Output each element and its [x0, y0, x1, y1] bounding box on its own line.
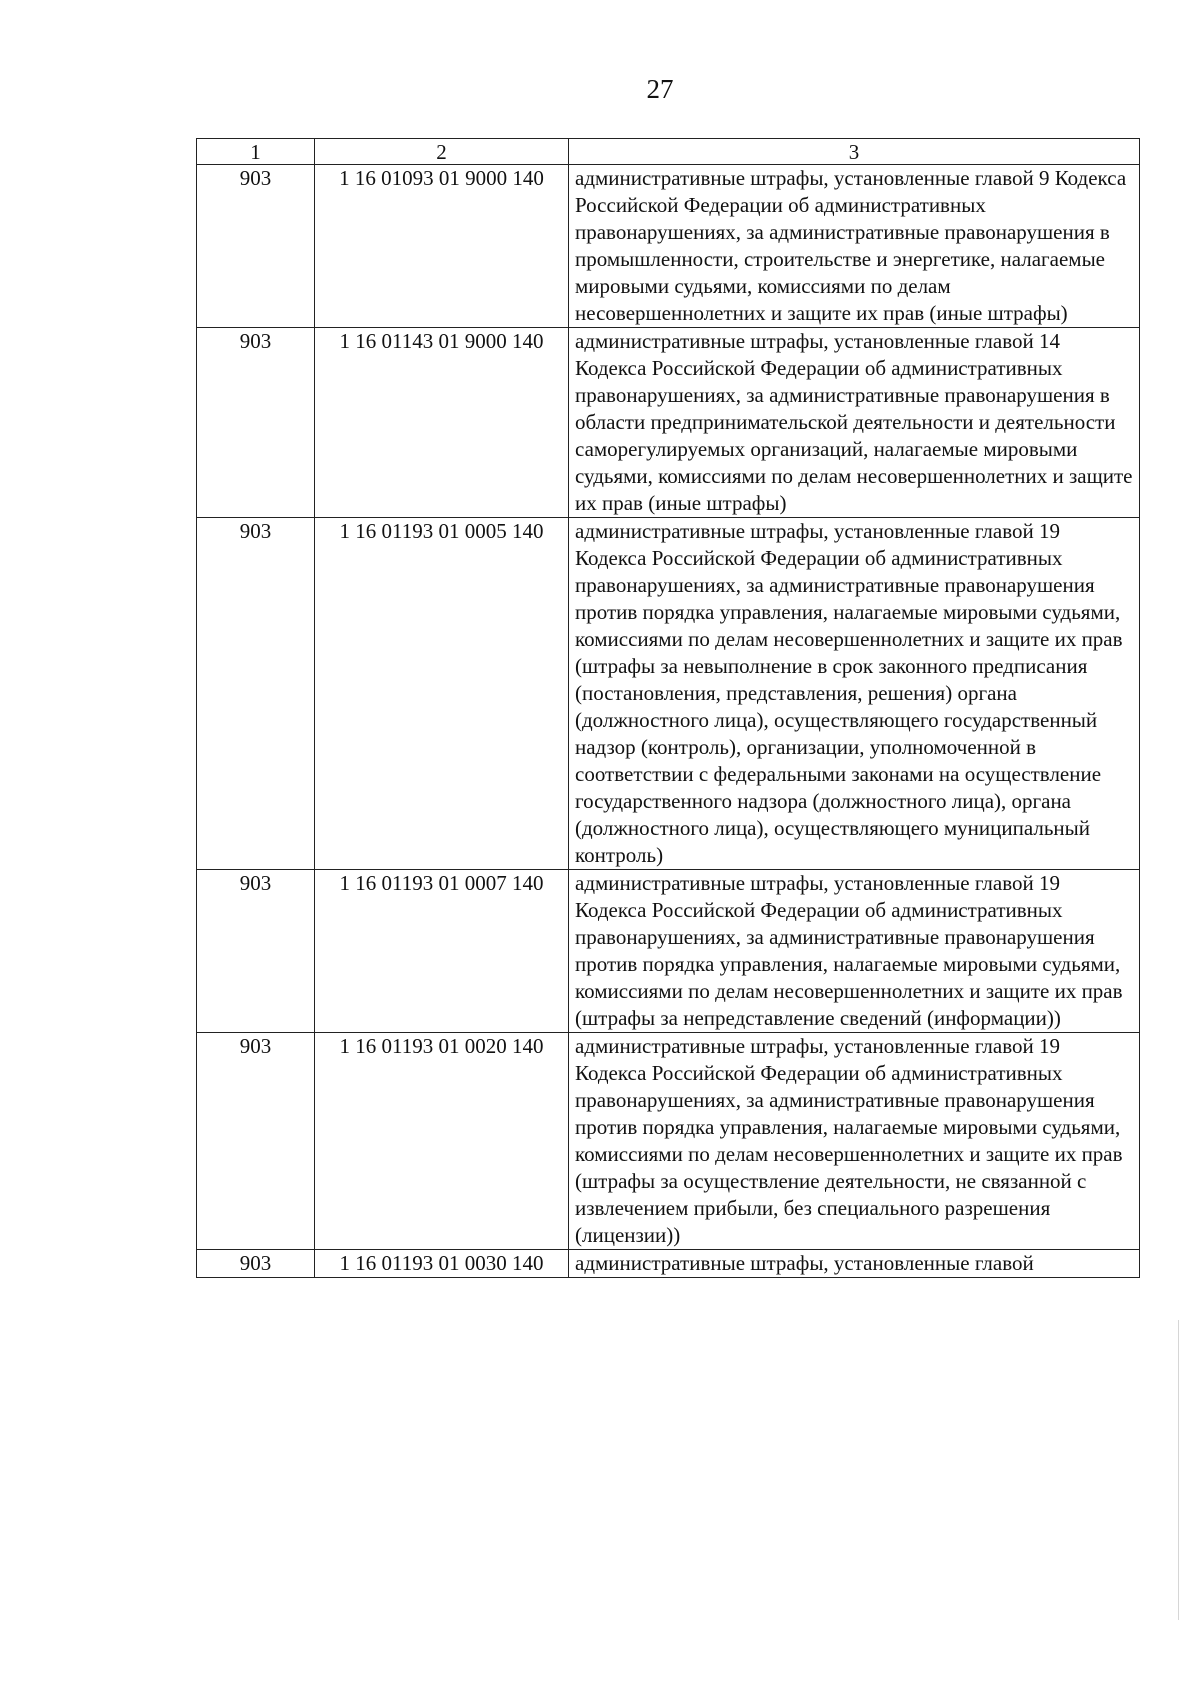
admin-code-cell: 903 — [197, 328, 315, 518]
kbk-code-cell: 1 16 01193 01 0020 140 — [315, 1033, 569, 1250]
description-cell: административные штрафы, установленные главой 14 Кодекса Российской Федерации об административных правонарушениях, за административные правонарушения в области предпринимательской деятельности и деятельности саморегулируемых организаций, налагаемые мировыми судьями, комиссиями по делам несовершеннолетних и защите их прав (иные штрафы) — [569, 328, 1140, 518]
kbk-code-cell: 1 16 01193 01 0005 140 — [315, 518, 569, 870]
admin-code-cell: 903 — [197, 165, 315, 328]
revenue-codes-table — [196, 138, 1140, 1278]
description-cell: административные штрафы, установленные главой 19 Кодекса Российской Федерации об административных правонарушениях, за административные правонарушения против порядка управления, налагаемые мировыми судьями, комиссиями по делам несовершеннолетних и защите их прав (штрафы за осуществление деятельности, не связанной с извлечением прибыли, без специального разрешения (лицензии)) — [569, 1033, 1140, 1250]
kbk-code-cell: 1 16 01193 01 0007 140 — [315, 870, 569, 1033]
admin-code-cell: 903 — [197, 1033, 315, 1250]
scan-edge-mark — [1178, 1320, 1179, 1620]
column-header-2: 2 — [315, 139, 569, 165]
table-row — [197, 518, 1140, 870]
admin-code-cell: 903 — [197, 1250, 315, 1278]
column-header-3: 3 — [569, 139, 1140, 165]
admin-code-cell: 903 — [197, 518, 315, 870]
column-header-1: 1 — [197, 139, 315, 165]
table-row — [197, 1250, 1140, 1278]
description-cell: административные штрафы, установленные главой 9 Кодекса Российской Федерации об административных правонарушениях, за административные правонарушения в промышленности, строительстве и энергетике, налагаемые мировыми судьями, комиссиями по делам несовершеннолетних и защите их прав (иные штрафы) — [569, 165, 1140, 328]
table-row — [197, 328, 1140, 518]
description-cell: административные штрафы, установленные главой 19 Кодекса Российской Федерации об административных правонарушениях, за административные правонарушения против порядка управления, налагаемые мировыми судьями, комиссиями по делам несовершеннолетних и защите их прав (штрафы за непредставление сведений (информации)) — [569, 870, 1140, 1033]
description-cell: административные штрафы, установленные главой — [569, 1250, 1140, 1278]
description-cell: административные штрафы, установленные главой 19 Кодекса Российской Федерации об административных правонарушениях, за административные правонарушения против порядка управления, налагаемые мировыми судьями, комиссиями по делам несовершеннолетних и защите их прав (штрафы за невыполнение в срок законного предписания (постановления, представления, решения) органа (должностного лица), осуществляющего государственный надзор (контроль), организации, уполномоченной в соответствии с федеральными законами на осуществление государственного надзора (должностного лица), органа (должностного лица), осуществляющего муниципальный контроль) — [569, 518, 1140, 870]
admin-code-cell: 903 — [197, 870, 315, 1033]
page-number: 27 — [646, 74, 674, 104]
table-header-row — [197, 139, 1140, 165]
table-row — [197, 1033, 1140, 1250]
kbk-code-cell: 1 16 01093 01 9000 140 — [315, 165, 569, 328]
kbk-code-cell: 1 16 01193 01 0030 140 — [315, 1250, 569, 1278]
kbk-code-cell: 1 16 01143 01 9000 140 — [315, 328, 569, 518]
table-row — [197, 870, 1140, 1033]
table-row — [197, 165, 1140, 328]
